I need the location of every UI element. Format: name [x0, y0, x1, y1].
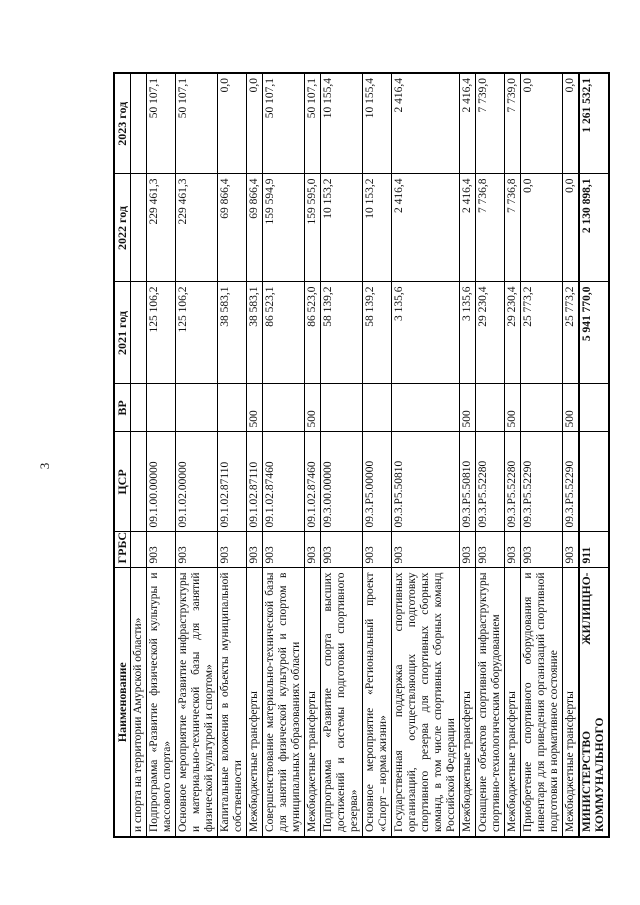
- cell-grbs: 903: [505, 532, 521, 568]
- cell-grbs: 903: [460, 532, 476, 568]
- cell-grbs: 903: [521, 532, 563, 568]
- cell-vr: 500: [305, 384, 321, 432]
- cell-2021: 25 773,2: [521, 282, 563, 384]
- cell-2022: 0,0: [563, 174, 580, 282]
- cell-csr: 09.3.P5.52290: [521, 432, 563, 532]
- cell-2021: 3 135,6: [392, 282, 460, 384]
- cell-csr: 09.3.P5.50810: [392, 432, 460, 532]
- cell-grbs: 903: [392, 532, 460, 568]
- cell-grbs: 903: [263, 532, 305, 568]
- cell-csr: [131, 432, 147, 532]
- cell-csr: 09.3.P5.00000: [363, 432, 392, 532]
- cell-2021: 86 523,1: [263, 282, 305, 384]
- table-row: [392, 73, 460, 837]
- cell-name: Межбюджетные трансферты: [247, 568, 263, 837]
- cell-csr: 09.3.P5.52280: [505, 432, 521, 532]
- cell-name: Межбюджетные трансферты: [305, 568, 321, 837]
- header-vr: ВР: [114, 384, 131, 432]
- cell-vr: [176, 384, 218, 432]
- cell-2022: [131, 174, 147, 282]
- cell-csr: 09.1.02.87110: [218, 432, 247, 532]
- cell-name: и спорта на территории Амурской области»: [131, 568, 147, 837]
- cell-csr: 09.1.02.87110: [247, 432, 263, 532]
- cell-2023: 7 739,0: [505, 73, 521, 174]
- cell-2021: 125 106,2: [176, 282, 218, 384]
- cell-2021: 29 230,4: [505, 282, 521, 384]
- header-2022: 2022 год: [114, 174, 131, 282]
- cell-2022: 10 153,2: [363, 174, 392, 282]
- cell-vr: [131, 384, 147, 432]
- cell-csr: 09.1.02.87460: [305, 432, 321, 532]
- table-row: [505, 73, 521, 837]
- cell-vr: [521, 384, 563, 432]
- cell-2021: 25 773,2: [563, 282, 580, 384]
- cell-name: Подпрограмма «Развитие физической культуры и массового спорта»: [147, 568, 176, 837]
- cell-2021: 29 230,4: [476, 282, 505, 384]
- cell-grbs: 903: [321, 532, 363, 568]
- cell-2021: 38 583,1: [218, 282, 247, 384]
- cell-2021: 58 139,2: [321, 282, 363, 384]
- cell-csr: 09.3.P5.50810: [460, 432, 476, 532]
- header-2023: 2023 год: [114, 73, 131, 174]
- cell-2022: 69 866,4: [218, 174, 247, 282]
- cell-grbs: [131, 532, 147, 568]
- cell-2021: 86 523,0: [305, 282, 321, 384]
- cell-csr: 09.3.P5.52280: [476, 432, 505, 532]
- cell-name: Основное мероприятие «Региональный проект «Спорт – норма жизни»: [363, 568, 392, 837]
- cell-vr: [392, 384, 460, 432]
- cell-name: Межбюджетные трансферты: [460, 568, 476, 837]
- cell-name: МИНИСТЕРСТВО ЖИЛИЩНО-КОММУНАЛЬНОГО: [579, 568, 609, 837]
- cell-2022: 2 416,4: [392, 174, 460, 282]
- cell-name: Межбюджетные трансферты: [505, 568, 521, 837]
- cell-2023: 50 107,1: [263, 73, 305, 174]
- cell-name: Государственная поддержка спортивных организаций, осуществляющих подготовку спортивного резерва для спортивных сборных команд, в том числе спортивных сборных команд Российской Федерации: [392, 568, 460, 837]
- cell-grbs: 903: [363, 532, 392, 568]
- header-grbs: ГРБС: [114, 532, 131, 568]
- cell-2022: 229 461,3: [147, 174, 176, 282]
- cell-vr: [476, 384, 505, 432]
- cell-2022: 2 130 898,1: [579, 174, 609, 282]
- cell-csr: 09.1.02.87460: [263, 432, 305, 532]
- cell-2023: 7 739,0: [476, 73, 505, 174]
- cell-grbs: 903: [218, 532, 247, 568]
- cell-2023: 10 155,4: [363, 73, 392, 174]
- cell-grbs: 903: [176, 532, 218, 568]
- cell-2023: 2 416,4: [460, 73, 476, 174]
- cell-2021: 38 583,1: [247, 282, 263, 384]
- cell-vr: 500: [505, 384, 521, 432]
- cell-2021: 5 941 770,0: [579, 282, 609, 384]
- cell-vr: [147, 384, 176, 432]
- cell-vr: [263, 384, 305, 432]
- cell-vr: [579, 384, 609, 432]
- table-row: [176, 73, 218, 837]
- cell-2023: 50 107,1: [305, 73, 321, 174]
- cell-csr: 09.1.02.00000: [176, 432, 218, 532]
- cell-name: Оснащение объектов спортивной инфраструктуры спортивно-технологическим оборудованием: [476, 568, 505, 837]
- cell-name: Совершенствование материально-технической базы для занятий физической культурой и спортом в муниципальных образованиях области: [263, 568, 305, 837]
- cell-2023: 0,0: [521, 73, 563, 174]
- table-row: [579, 73, 609, 837]
- cell-name: Приобретение спортивного оборудования и инвентаря для приведения организаций спортивной подготовки в нормативное состояние: [521, 568, 563, 837]
- cell-2023: 10 155,4: [321, 73, 363, 174]
- cell-grbs: 903: [305, 532, 321, 568]
- cell-2021: 125 106,2: [147, 282, 176, 384]
- table-row: [147, 73, 176, 837]
- cell-2023: 1 261 532,1: [579, 73, 609, 174]
- cell-csr: 09.3.00.00000: [321, 432, 363, 532]
- cell-2022: 2 416,4: [460, 174, 476, 282]
- cell-2023: 50 107,1: [147, 73, 176, 174]
- cell-2021: 58 139,2: [363, 282, 392, 384]
- cell-2023: 0,0: [218, 73, 247, 174]
- cell-vr: 500: [247, 384, 263, 432]
- cell-2023: [131, 73, 147, 174]
- cell-2022: 69 866,4: [247, 174, 263, 282]
- table-row: [305, 73, 321, 837]
- header-row: [114, 73, 131, 837]
- rotated-table-container: [113, 74, 606, 838]
- cell-2022: 7 736,8: [505, 174, 521, 282]
- table-row: [363, 73, 392, 837]
- cell-grbs: 903: [476, 532, 505, 568]
- cell-vr: [218, 384, 247, 432]
- cell-vr: 500: [563, 384, 580, 432]
- cell-2022: 10 153,2: [321, 174, 363, 282]
- table-row: [247, 73, 263, 837]
- cell-name: Подпрограмма «Развитие спорта высших достижений и системы подготовки спортивного резерва»: [321, 568, 363, 837]
- cell-vr: [321, 384, 363, 432]
- cell-vr: [363, 384, 392, 432]
- page-number: 3: [37, 462, 52, 470]
- cell-grbs: 903: [147, 532, 176, 568]
- cell-2023: 0,0: [563, 73, 580, 174]
- cell-2022: 0,0: [521, 174, 563, 282]
- cell-2022: 7 736,8: [476, 174, 505, 282]
- table-row: [521, 73, 563, 837]
- header-csr: ЦСР: [114, 432, 131, 532]
- cell-name: Основное мероприятие «Развитие инфраструктуры и материально-технической базы для занятий физической культурой и спортом»: [176, 568, 218, 837]
- table-row: [321, 73, 363, 837]
- cell-grbs: 911: [579, 532, 609, 568]
- cell-name: Капитальные вложения в объекты муниципальной собственности: [218, 568, 247, 837]
- table-row: [218, 73, 247, 837]
- budget-table: [113, 72, 610, 838]
- cell-2023: 0,0: [247, 73, 263, 174]
- cell-2021: 3 135,6: [460, 282, 476, 384]
- table-row: [476, 73, 505, 837]
- cell-2022: 159 595,0: [305, 174, 321, 282]
- cell-csr: 09.3.P5.52290: [563, 432, 580, 532]
- header-name: Наименование: [114, 568, 131, 837]
- cell-name: Межбюджетные трансферты: [563, 568, 580, 837]
- header-2021: 2021 год: [114, 282, 131, 384]
- table-row: [263, 73, 305, 837]
- cell-2021: [131, 282, 147, 384]
- table-row: [131, 73, 147, 837]
- table-row: [563, 73, 580, 837]
- cell-csr: 09.1.00.00000: [147, 432, 176, 532]
- cell-2023: 50 107,1: [176, 73, 218, 174]
- cell-2022: 159 594,9: [263, 174, 305, 282]
- cell-vr: 500: [460, 384, 476, 432]
- cell-2022: 229 461,3: [176, 174, 218, 282]
- cell-csr: [579, 432, 609, 532]
- cell-grbs: 903: [247, 532, 263, 568]
- cell-grbs: 903: [563, 532, 580, 568]
- table-row: [460, 73, 476, 837]
- cell-2023: 2 416,4: [392, 73, 460, 174]
